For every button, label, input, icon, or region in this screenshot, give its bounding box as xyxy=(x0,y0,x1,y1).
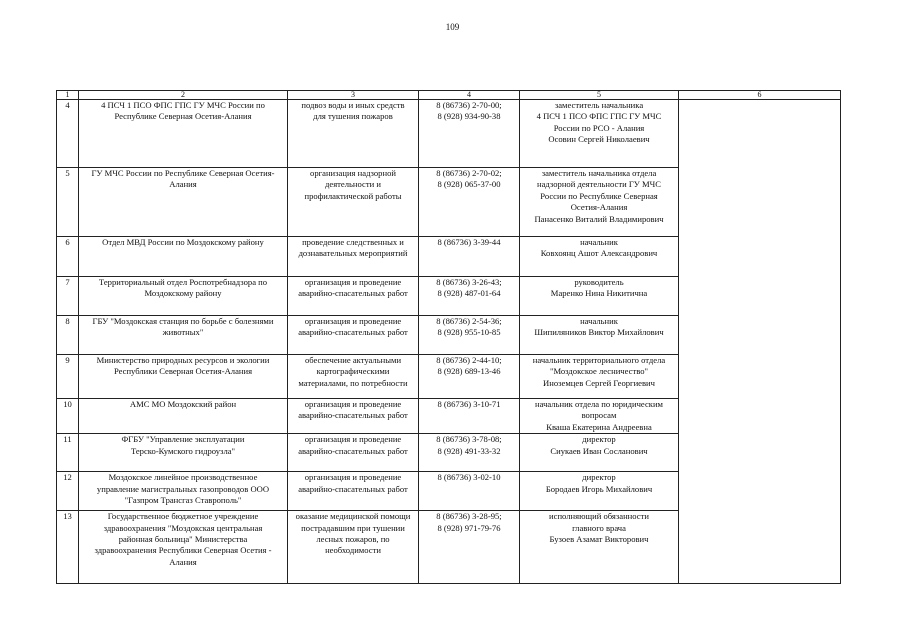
cell-text-line: Бородаев Игорь Михайлович xyxy=(545,483,653,494)
row-number-cell: 12 xyxy=(57,472,79,511)
cell-text-line: материалами, по потребности xyxy=(298,377,408,388)
phone-cell xyxy=(419,355,520,399)
header-cell: 3 xyxy=(288,91,419,100)
cell-text-line: ФГБУ "Управление эксплуатации xyxy=(121,434,245,445)
table-row xyxy=(57,100,841,168)
row-number-cell: 9 xyxy=(57,355,79,399)
cell-text-line: аварийно-спасательных работ xyxy=(298,445,408,456)
task-cell xyxy=(288,168,419,237)
cell-text-line: организация и проведение xyxy=(304,399,402,409)
phone-cell xyxy=(419,472,520,511)
phone-cell xyxy=(419,511,520,584)
cell-text-line: обеспечение актуальными xyxy=(304,355,402,365)
cell-text-line: заместитель начальника отдела xyxy=(541,168,657,178)
cell-text-line: для тушения пожаров xyxy=(313,111,393,122)
cell-text-line: Осетия-Алания xyxy=(570,202,628,213)
task-cell xyxy=(288,399,419,434)
cell-text-line: необходимости xyxy=(325,545,381,556)
cell-text-line: АМС МО Моздокский район xyxy=(129,399,237,409)
responsible-person-cell xyxy=(520,100,679,168)
row-number-cell: 5 xyxy=(57,168,79,237)
cell-text-line: Алания xyxy=(169,556,197,567)
table-body xyxy=(57,100,841,584)
organization-cell xyxy=(79,237,288,277)
cell-text-line: аварийно-спасательных работ xyxy=(298,327,408,338)
cell-text-line: вопросам xyxy=(581,410,617,421)
responsible-person-cell xyxy=(520,168,679,237)
row-number-cell: 13 xyxy=(57,511,79,584)
task-cell xyxy=(288,472,419,511)
cell-text-line: 8 (86736) 2-54-36; xyxy=(436,316,502,326)
cell-text-line: Территориальный отдел Роспотребнадзора по xyxy=(98,277,268,287)
organization-cell xyxy=(79,355,288,399)
header-cell: 6 xyxy=(679,91,841,100)
cell-text-line: начальник территориального отдела xyxy=(532,355,666,365)
cell-text-line: организация и проведение xyxy=(304,472,402,483)
task-cell xyxy=(288,100,419,168)
contacts-table xyxy=(56,90,841,584)
task-cell xyxy=(288,277,419,316)
phone-cell xyxy=(419,277,520,316)
cell-text-line: 8 (86736) 3-39-44 xyxy=(437,237,501,247)
cell-text-line: 8 (86736) 2-44-10; xyxy=(436,355,502,365)
cell-text-line: подвоз воды и иных средств xyxy=(301,100,405,110)
cell-text-line: 8 (86736) 3-28-95; xyxy=(436,511,502,522)
responsible-person-cell xyxy=(520,472,679,511)
cell-text-line: деятельности и xyxy=(325,179,381,190)
cell-text-line: исполняющий обязанности xyxy=(549,511,649,522)
responsible-person-cell xyxy=(520,511,679,584)
page-number: 109 xyxy=(445,22,460,32)
cell-text-line: 8 (928) 689-13-46 xyxy=(437,366,501,377)
organization-cell xyxy=(79,472,288,511)
cell-text-line: России по Республике Северная xyxy=(540,190,658,201)
cell-text-line: 8 (928) 491-33-32 xyxy=(437,445,501,456)
cell-text-line: ГБУ "Моздокская станция по борьбе с болезнями xyxy=(92,316,274,326)
cell-text-line: лесных пожаров, по xyxy=(316,534,390,545)
cell-text-line: аварийно-спасательных работ xyxy=(298,288,408,299)
cell-text-line: 8 (928) 955-10-85 xyxy=(437,327,501,338)
cell-text-line: 8 (86736) 2-70-02; xyxy=(436,168,502,178)
responsible-person-cell xyxy=(520,399,679,434)
organization-cell xyxy=(79,316,288,355)
cell-text-line: 4 ПСЧ 1 ПСО ФПС ГПС ГУ МЧС xyxy=(536,111,662,122)
cell-text-line: Министерство природных ресурсов и экологии xyxy=(96,355,270,365)
cell-text-line: заместитель начальника xyxy=(554,100,644,110)
cell-text-line: Иноземцев Сергей Георгиевич xyxy=(543,377,655,388)
cell-text-line: 8 (928) 934-90-38 xyxy=(437,111,501,122)
cell-text-line: Отдел МВД России по Моздокскому району xyxy=(102,237,264,247)
row-number-cell: 10 xyxy=(57,399,79,434)
responsible-person-cell xyxy=(520,237,679,277)
cell-text-line: Моздокское линейное производственное xyxy=(108,472,258,483)
organization-cell xyxy=(79,100,288,168)
row-number-cell: 11 xyxy=(57,434,79,472)
cell-text-line: оказание медицинской помощи xyxy=(295,511,411,522)
cell-text-line: Ковхоянц Ашот Александрович xyxy=(540,248,658,259)
cell-text-line: организация и проведение xyxy=(304,316,402,326)
cell-text-line: главного врача xyxy=(572,522,626,533)
cell-text-line: организация надзорной xyxy=(310,168,396,178)
cell-text-line: профилактической работы xyxy=(304,190,402,201)
header-cell: 5 xyxy=(520,91,679,100)
cell-text-line: 8 (86736) 3-78-08; xyxy=(436,434,502,445)
responsible-person-cell xyxy=(520,355,679,399)
organization-cell xyxy=(79,399,288,434)
task-cell xyxy=(288,237,419,277)
responsible-person-cell xyxy=(520,277,679,316)
cell-text-line: Шипиляников Виктор Михайлович xyxy=(534,327,664,338)
cell-text-line: районная больница" Министерства xyxy=(118,534,248,545)
cell-text-line: "Моздокское лесничество" xyxy=(549,366,649,377)
responsible-person-cell xyxy=(520,316,679,355)
cell-text-line: начальник xyxy=(580,316,618,326)
cell-text-line: ГУ МЧС России по Республике Северная Осетия- xyxy=(91,168,275,178)
task-cell xyxy=(288,434,419,472)
phone-cell xyxy=(419,316,520,355)
cell-text-line: 8 (86736) 2-70-00; xyxy=(436,100,502,110)
cell-text-line: здравоохранения "Моздокская центральная xyxy=(103,522,263,533)
cell-text-line: Терско-Кумского гидроузла" xyxy=(130,445,236,456)
cell-text-line: 8 (86736) 3-10-71 xyxy=(437,399,501,409)
header-cell: 4 xyxy=(419,91,520,100)
header-cell: 2 xyxy=(79,91,288,100)
cell-text-line: директор xyxy=(582,472,616,483)
cell-text-line: России по РСО - Алания xyxy=(553,122,645,133)
row-number-cell: 8 xyxy=(57,316,79,355)
phone-cell xyxy=(419,399,520,434)
phone-cell xyxy=(419,168,520,237)
cell-text-line: здравоохранения Республики Северная Осетия - xyxy=(94,545,272,556)
organization-cell xyxy=(79,277,288,316)
organization-cell xyxy=(79,511,288,584)
cell-text-line: Кваша Екатерина Андреевна xyxy=(546,421,652,432)
cell-text-line: 4 ПСЧ 1 ПСО ФПС ГПС ГУ МЧС России по xyxy=(101,100,265,110)
row-number-cell: 6 xyxy=(57,237,79,277)
cell-text-line: надзорной деятельности ГУ МЧС xyxy=(537,179,661,190)
row-number-cell: 7 xyxy=(57,277,79,316)
cell-text-line: Моздокскому району xyxy=(144,288,222,299)
header-row xyxy=(57,91,841,100)
cell-text-line: организация и проведение xyxy=(304,434,402,445)
cell-text-line: Осовин Сергей Николаевич xyxy=(548,134,650,145)
cell-text-line: пострадавшим при тушении xyxy=(301,522,405,533)
cell-text-line: начальник отдела по юридическим xyxy=(535,399,663,409)
cell-text-line: 8 (86736) 3-02-10 xyxy=(437,472,501,483)
cell-text-line: управление магистральных газопроводов ООО xyxy=(96,483,270,494)
organization-cell xyxy=(79,434,288,472)
task-cell xyxy=(288,316,419,355)
cell-text-line: 8 (928) 065-37-00 xyxy=(437,179,501,190)
task-cell xyxy=(288,355,419,399)
cell-text-line: Республике Северная Осетия-Алания xyxy=(114,111,252,122)
cell-text-line: картографическими xyxy=(316,366,390,377)
phone-cell xyxy=(419,100,520,168)
cell-text-line: Государственное бюджетное учреждение xyxy=(107,511,259,522)
cell-text-line: Республики Северная Осетия-Алания xyxy=(113,366,253,377)
phone-cell xyxy=(419,434,520,472)
cell-text-line: животных" xyxy=(162,327,204,338)
cell-text-line: начальник xyxy=(580,237,618,247)
cell-text-line: 8 (86736) 3-26-43; xyxy=(436,277,502,287)
cell-text-line: аварийно-спасательных работ xyxy=(298,410,408,421)
cell-text-line: проведение следственных и xyxy=(302,237,404,247)
cell-text-line: организация и проведение xyxy=(304,277,402,287)
row-number-cell: 4 xyxy=(57,100,79,168)
cell-text-line: Панасенко Виталий Владимирович xyxy=(534,213,664,224)
organization-cell xyxy=(79,168,288,237)
column-6-cell xyxy=(679,100,841,584)
cell-text-line: дознавательных мероприятий xyxy=(298,248,408,259)
cell-text-line: 8 (928) 971-79-76 xyxy=(437,522,501,533)
cell-text-line: "Газпром Трансгаз Ставрополь" xyxy=(124,495,242,506)
cell-text-line: Алания xyxy=(169,179,197,190)
cell-text-line: Сиукаев Иван Сосланович xyxy=(550,445,648,456)
cell-text-line: Бузоев Азамат Викторович xyxy=(549,534,649,545)
task-cell xyxy=(288,511,419,584)
cell-text-line: директор xyxy=(582,434,616,445)
cell-text-line: 8 (928) 487-01-64 xyxy=(437,288,501,299)
cell-text-line: Маренко Нина Никитична xyxy=(550,288,648,299)
header-cell: 1 xyxy=(57,91,79,100)
cell-text-line: руководитель xyxy=(574,277,624,287)
responsible-person-cell xyxy=(520,434,679,472)
phone-cell xyxy=(419,237,520,277)
cell-text-line: аварийно-спасательных работ xyxy=(298,483,408,494)
